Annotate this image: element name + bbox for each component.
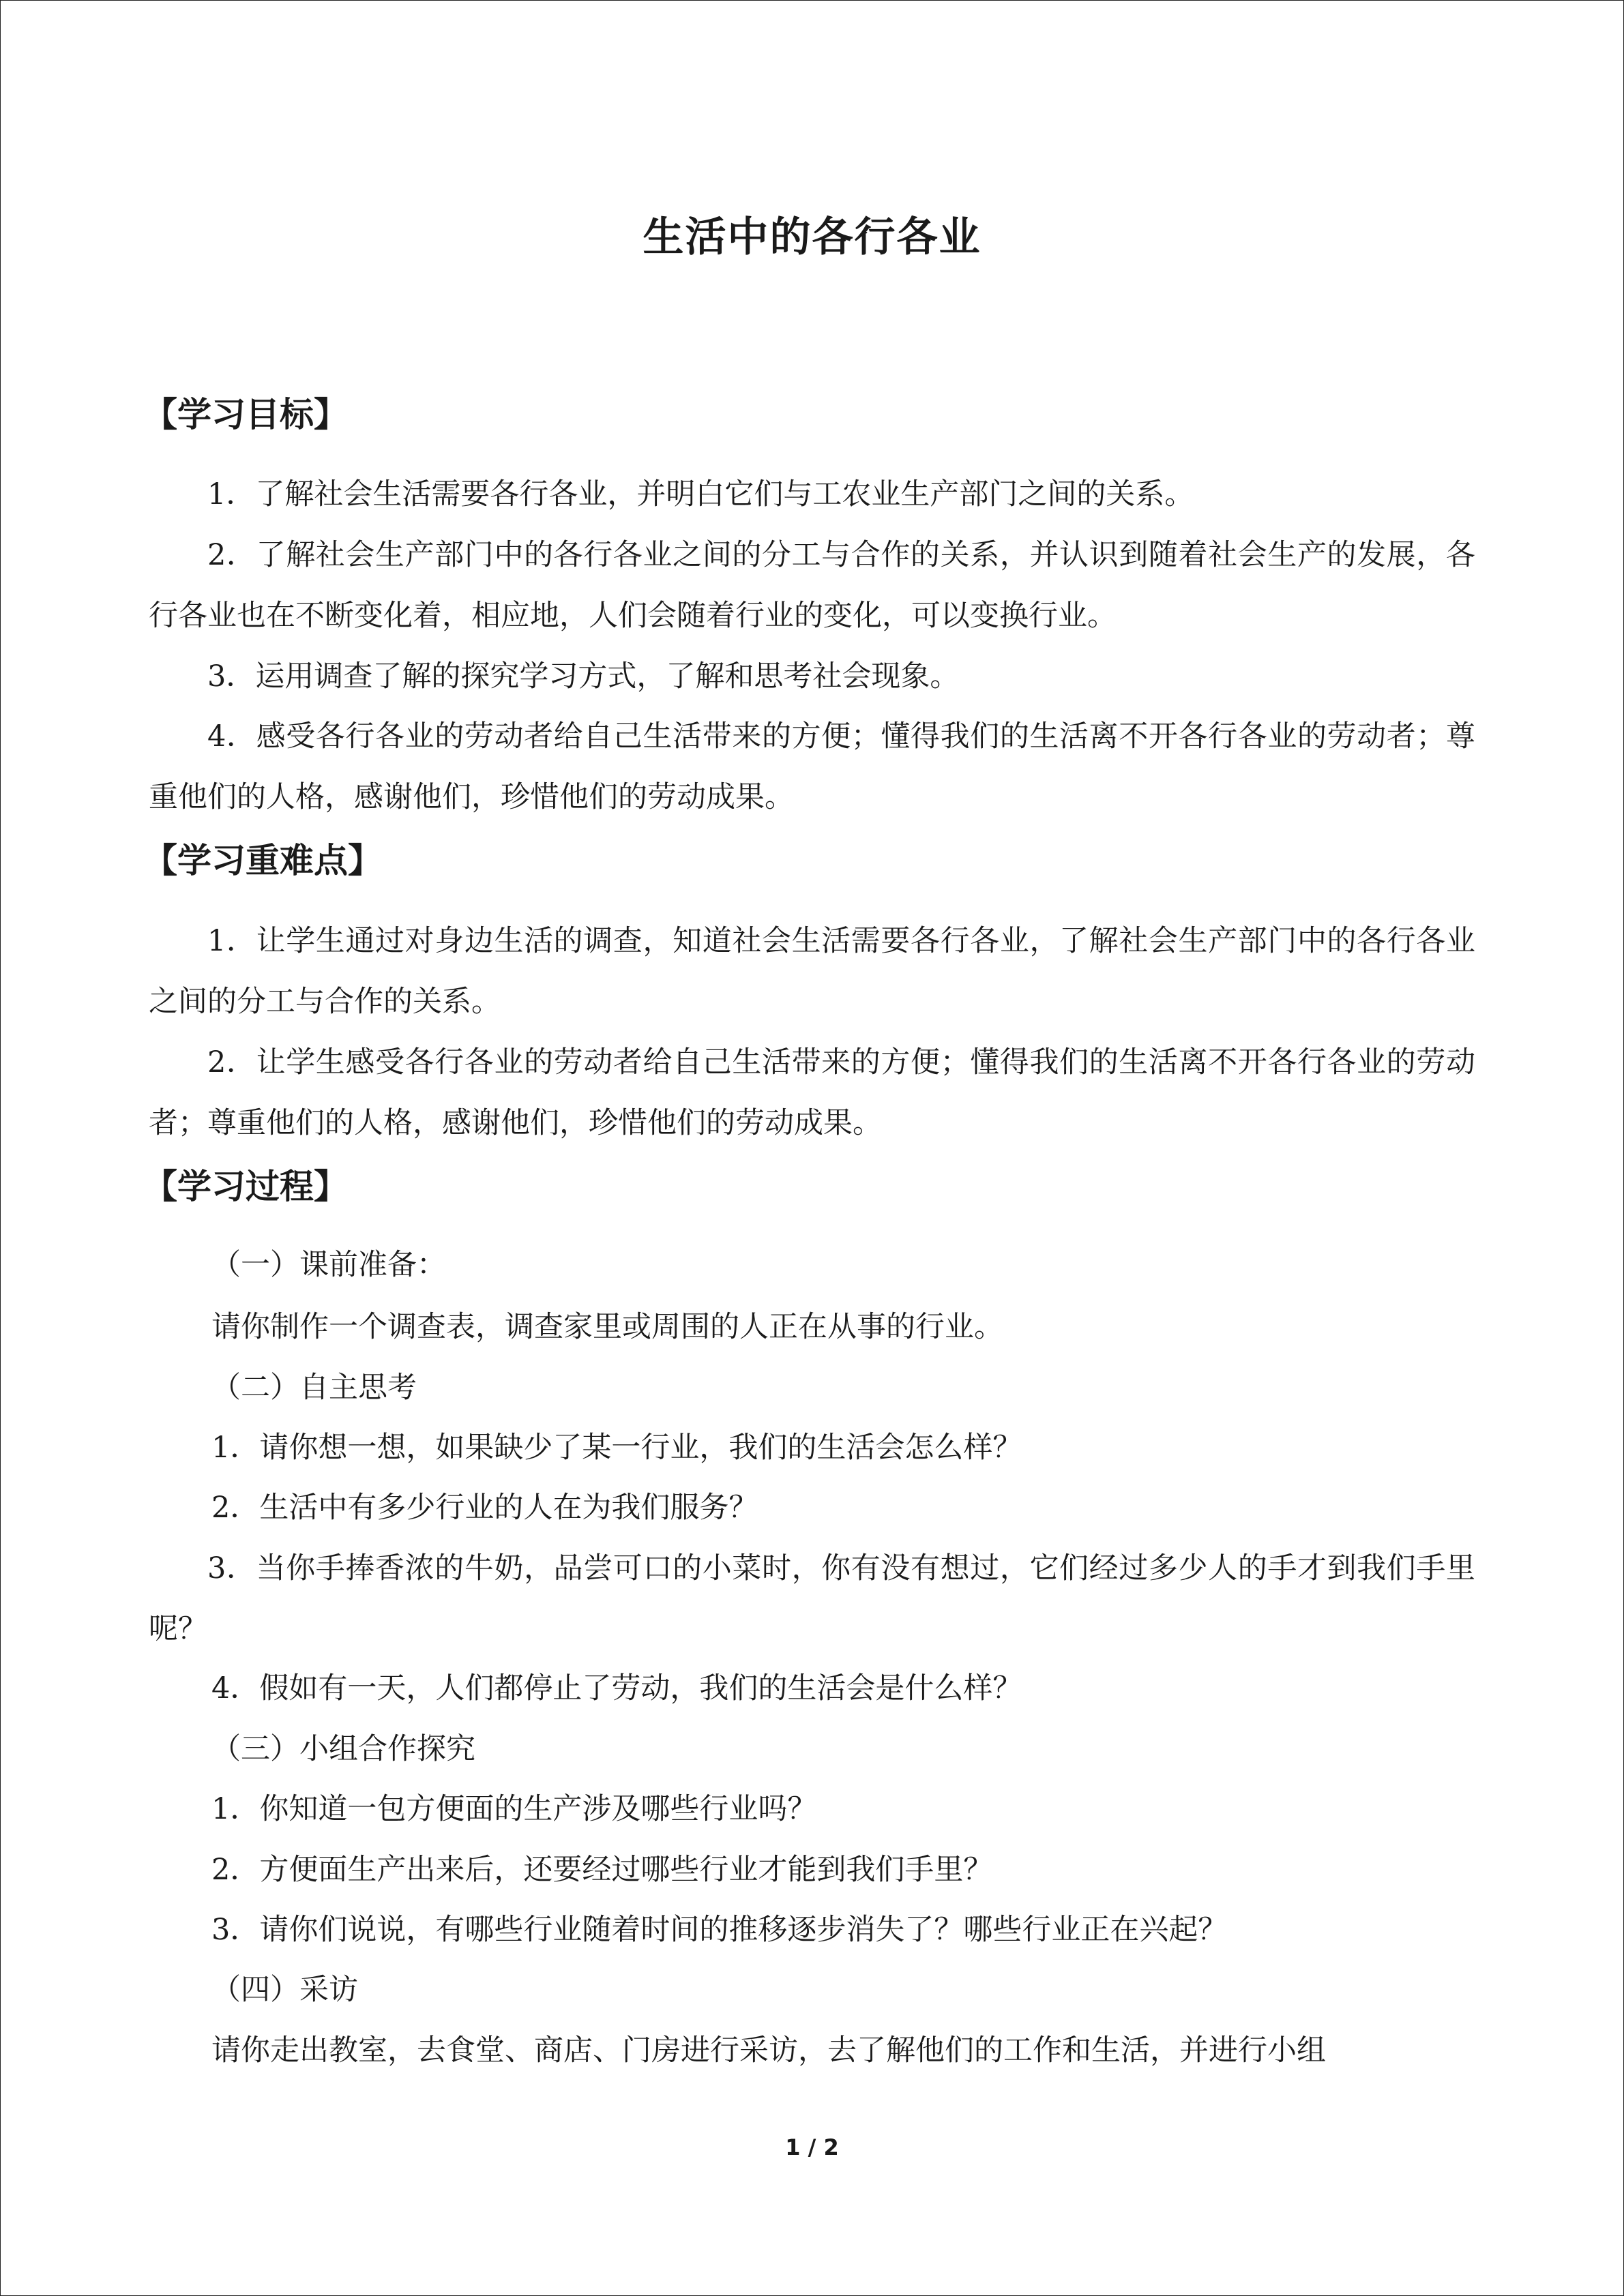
self-thinking-item: 1．请你想一想，如果缺少了某一行业，我们的生活会怎么样？ (211, 1431, 1022, 1465)
objective-item: 3．运用调查了解的探究学习方式，了解和思考社会现象。 (207, 659, 960, 694)
objectives-heading: 【学习目标】 (143, 394, 348, 434)
group-inquiry-heading: （三）小组合作探究 (211, 1732, 475, 1766)
interview-heading: （四）采访 (211, 1973, 358, 2007)
self-thinking-item: 4．假如有一天，人们都停止了劳动，我们的生活会是什么样？ (211, 1671, 1022, 1705)
self-thinking-heading: （二）自主思考 (211, 1371, 417, 1405)
group-inquiry-item: 3．请你们说说，有哪些行业随着时间的推移逐步消失了？哪些行业正在兴起？ (211, 1913, 1228, 1947)
group-inquiry-item: 1．你知道一包方便面的生产涉及哪些行业吗？ (211, 1792, 817, 1826)
prep-heading: （一）课前准备： (211, 1248, 446, 1282)
prep-text: 请你制作一个调查表，调查家里或周围的人正在从事的行业。 (211, 1310, 1003, 1344)
group-inquiry-item: 2．方便面生产出来后，还要经过哪些行业才能到我们手里？ (211, 1853, 993, 1887)
key-point-item: 2．让学生感受各行各业的劳动者给自己生活带来的方便；懂得我们的生活离不开各行各业的劳动者；尊重他们的人格，感谢他们，珍惜他们的劳动成果。 (149, 1045, 1475, 1140)
objective-item: 4．感受各行各业的劳动者给自己生活带来的方便；懂得我们的生活离不开各行各业的劳动者；尊重他们的人格，感谢他们，珍惜他们的劳动成果。 (149, 719, 1475, 814)
process-heading: 【学习过程】 (143, 1166, 348, 1206)
key-point-item: 1．让学生通过对身边生活的调查，知道社会生活需要各行各业，了解社会生产部门中的各行各业之间的分工与合作的关系。 (149, 924, 1475, 1019)
page-number: 1 / 2 (785, 2134, 839, 2160)
key-points-heading: 【学习重难点】 (143, 840, 382, 880)
self-thinking-item: 2．生活中有多少行业的人在为我们服务？ (211, 1491, 758, 1525)
interview-text: 请你走出教室，去食堂、商店、门房进行采访，去了解他们的工作和生活，并进行小组 (211, 2033, 1326, 2068)
objective-item: 2．了解社会生产部门中的各行各业之间的分工与合作的关系，并认识到随着社会生产的发展，各行各业也在不断变化着，相应地，人们会随着行业的变化，可以变换行业。 (149, 538, 1475, 633)
self-thinking-item: 3．当你手捧香浓的牛奶，品尝可口的小菜时，你有没有想过，它们经过多少人的手才到我们手里呢？ (149, 1551, 1475, 1646)
document-title: 生活中的各行各业 (643, 213, 981, 261)
objective-item: 1．了解社会生活需要各行各业，并明白它们与工农业生产部门之间的关系。 (207, 477, 1194, 511)
